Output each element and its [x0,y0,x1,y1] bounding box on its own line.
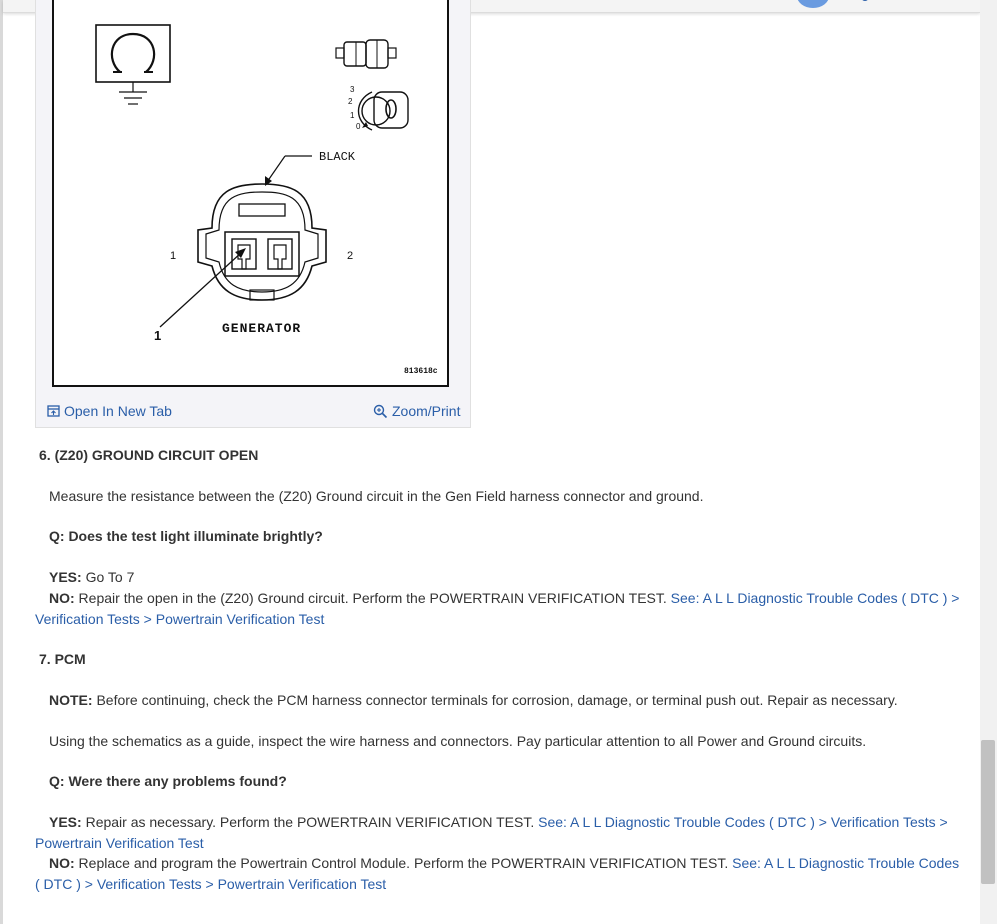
open-new-tab-link[interactable] [47,403,172,419]
yes-label: YES: [49,569,82,585]
no-label: NO: [49,590,75,606]
step-6-no [35,588,960,630]
step-7-yes [35,812,960,854]
step-6-measure: Measure the resistance between the (Z20) Ground circuit in the Gen Field harness connector and ground. [49,488,704,504]
no-label: NO: [49,855,75,871]
no-text: Replace and program the Powertrain Control Module. Perform the POWERTRAIN VERIFICATION TEST. [74,855,733,871]
dial-label-1: 1 [350,111,355,120]
generator-connector [198,184,326,300]
scrollbar-thumb[interactable] [981,740,995,884]
generator-connector-diagram [54,0,447,385]
pin-label-1: 1 [170,250,177,262]
note-text: Before continuing, check the PCM harness connector terminals for corrosion, damage, or terminal push out. Repair as necessary. [92,692,898,708]
wiring-diagram[interactable] [52,0,449,387]
dial-label-0: 0 [356,122,361,131]
left-edge [0,0,3,924]
wire-color-label: BLACK [319,150,356,164]
yes-text: Repair as necessary. Perform the POWERTRAIN VERIFICATION TEST. [81,814,539,830]
no-text: Repair the open in the (Z20) Ground circuit. Perform the POWERTRAIN VERIFICATION TEST. [74,590,671,606]
pin-label-2: 2 [347,250,354,262]
zoom-print-link[interactable] [373,403,460,419]
figure-code: 813618c [404,367,438,376]
zoom-icon [373,404,388,419]
note-label: NOTE: [49,692,93,708]
dial-label-3: 3 [350,85,355,94]
step-6-question: Q: Does the test light illuminate brightly? [49,528,323,544]
dial-label-2: 2 [348,97,353,106]
component-label: GENERATOR [222,321,302,336]
open-tab-icon [47,405,60,417]
step-7-no [35,853,960,895]
step-7-no-link[interactable]: See: A L L Diagnostic Trouble Codes ( DTC ) > Verification Tests > Powertrain Verification Test [35,855,960,892]
bookmark-icon[interactable] [851,0,871,6]
open-new-tab-label: Open In New Tab [64,403,172,419]
step-7-title: 7. PCM [39,651,86,667]
step-6-no-link[interactable]: See: A L L Diagnostic Trouble Codes ( DTC ) > Verification Tests > Powertrain Verification Test [35,590,960,627]
ignition-switch-icon [359,92,409,130]
yes-label: YES: [49,814,82,830]
step-7-inspect: Using the schematics as a guide, inspect the wire harness and connectors. Pay particular attention to all Power and Ground circuits. [49,733,867,749]
zoom-print-label: Zoom/Print [392,403,461,419]
step-6-yes [49,569,134,585]
figure-container [35,0,471,428]
callout-number: 1 [154,328,162,343]
yes-text: Go To 7 [81,569,135,585]
user-avatar[interactable] [797,0,829,8]
ohmmeter-icon [96,25,170,104]
connector-plug-icon [336,40,396,68]
step-7-yes-link[interactable]: See: A L L Diagnostic Trouble Codes ( DTC ) > Verification Tests > Powertrain Verification Test [35,814,948,851]
step-6-title: 6. (Z20) GROUND CIRCUIT OPEN [39,447,259,463]
step-7-question: Q: Were there any problems found? [49,773,287,789]
step-7-note [49,692,898,708]
